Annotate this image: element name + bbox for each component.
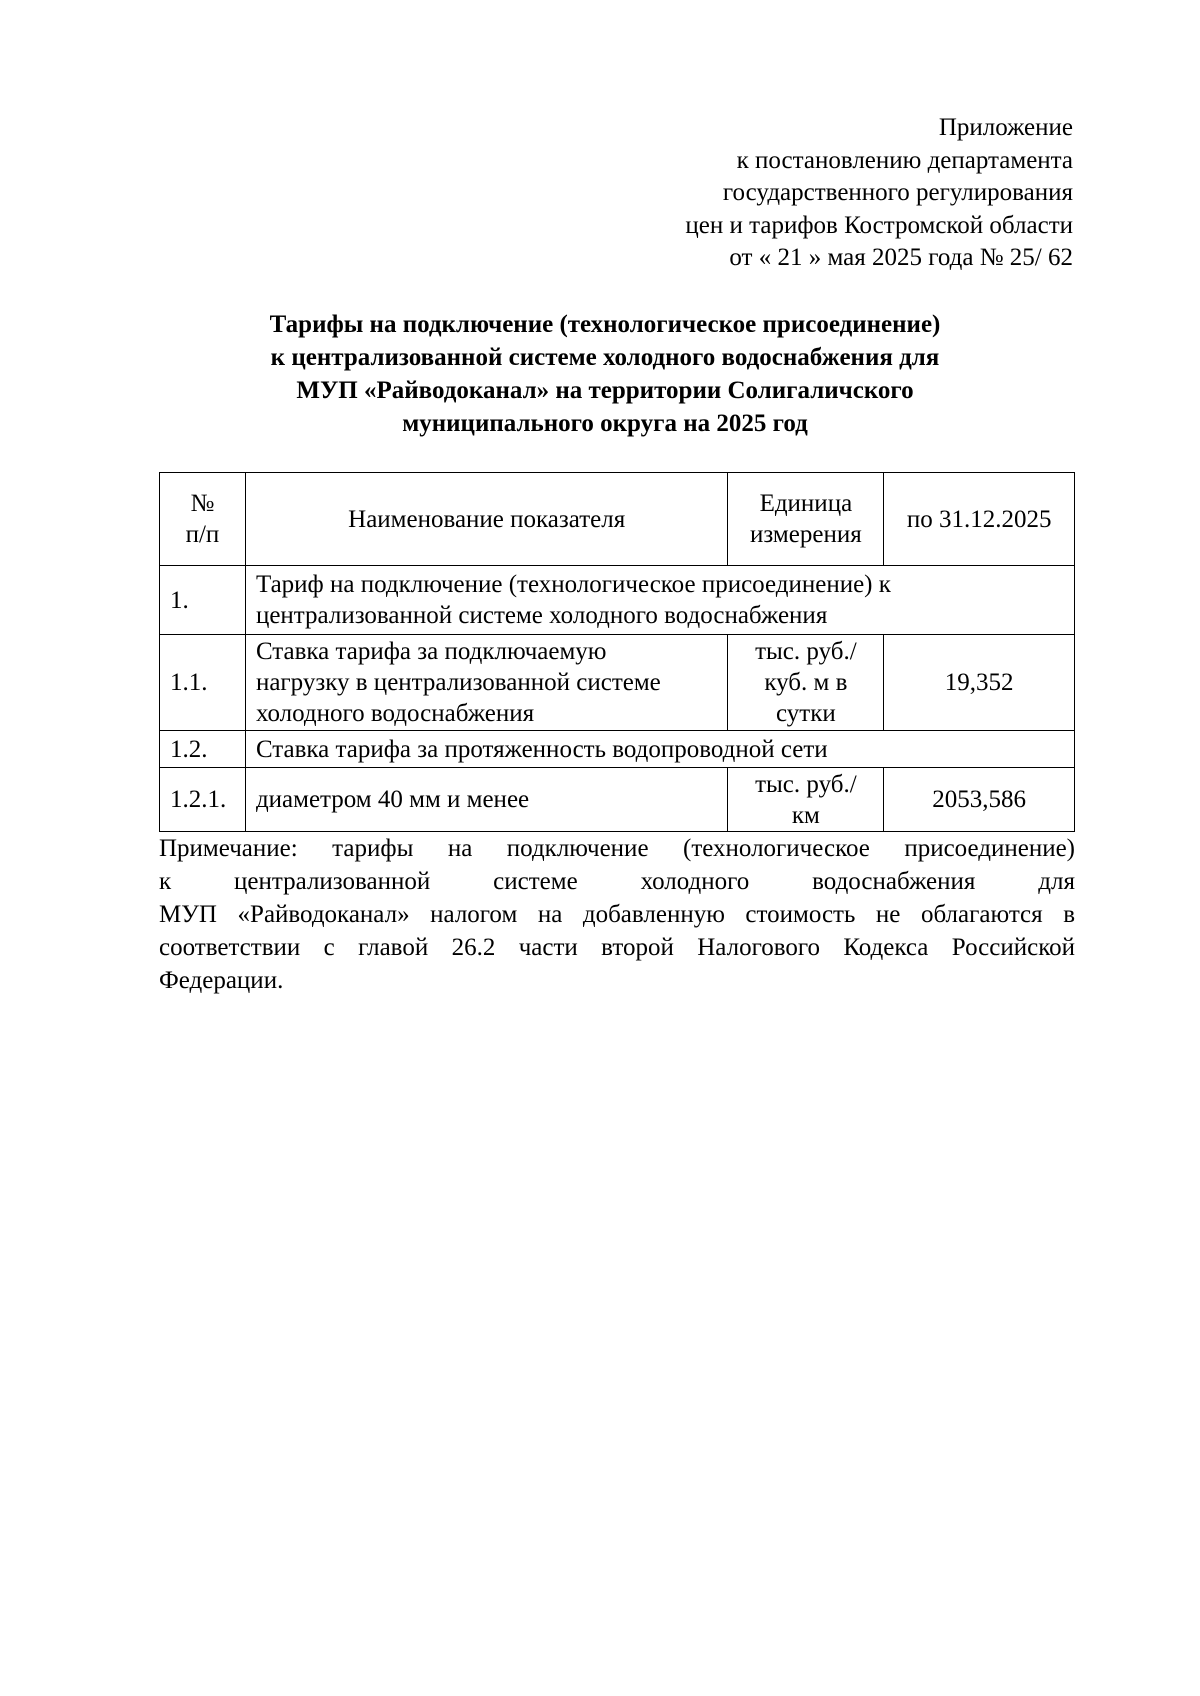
row-name: диаметром 40 мм и менее: [245, 768, 728, 832]
table-row: [160, 731, 1075, 768]
note-line: Федерации.: [159, 967, 284, 994]
header-unit-line: Единица: [759, 490, 853, 517]
footnote: [159, 832, 1075, 997]
row-unit-line: сутки: [776, 700, 836, 727]
header-cell-unit: [728, 473, 884, 566]
table-row: [160, 566, 1075, 635]
header-num-line: №: [190, 490, 215, 517]
note-line: к централизованной системе холодного водоснабжения для: [159, 868, 1075, 895]
document-title: [160, 308, 1050, 440]
appendix-line: цен и тарифов Костромской области: [685, 211, 1073, 239]
row-value: 19,352: [884, 635, 1075, 731]
header-cell-period: по 31.12.2025: [884, 473, 1075, 566]
header-num-line: п/п: [185, 521, 220, 548]
appendix-header: [685, 112, 1073, 275]
row-name-line: централизованной системе холодного водоснабжения: [255, 602, 828, 629]
title-line: Тарифы на подключение (технологическое присоединение): [269, 311, 941, 338]
title-line: к централизованной системе холодного водоснабжения для: [270, 344, 940, 371]
appendix-line: государственного регулирования: [722, 179, 1073, 206]
note-line: Примечание: тарифы на подключение (технологическое присоединение): [159, 835, 1075, 862]
row-name: [245, 566, 1074, 635]
header-cell-name: Наименование показателя: [245, 473, 728, 566]
row-unit-line: куб. м в: [764, 669, 848, 696]
row-unit-line: тыс. руб./: [755, 638, 857, 665]
row-name: [245, 635, 728, 731]
tariffs-table: [159, 472, 1075, 832]
row-value: 2053,586: [884, 768, 1075, 832]
header-cell-number: [160, 473, 246, 566]
row-name-line: нагрузку в централизованной системе: [255, 669, 661, 696]
row-name-line: холодного водоснабжения: [255, 700, 535, 727]
table-header-row: [160, 473, 1075, 566]
row-number: 1.2.1.: [160, 768, 246, 832]
row-unit-line: тыс. руб./: [755, 770, 857, 798]
note-line: МУП «Райводоканал» налогом на добавленную стоимость не облагаются в: [159, 901, 1075, 928]
appendix-line: к постановлению департамента: [736, 146, 1073, 174]
row-name-line: Ставка тарифа за подключаемую: [255, 638, 607, 665]
appendix-date-line: от « 21 » мая 2025 года № 25/ 62: [729, 244, 1073, 271]
row-number: 1.2.: [160, 731, 246, 768]
title-line: муниципального округа на 2025 год: [402, 410, 808, 437]
row-name: Ставка тарифа за протяженность водопроводной сети: [245, 731, 1074, 768]
row-number: 1.: [160, 566, 246, 635]
row-unit: [728, 635, 884, 731]
table-row: [160, 768, 1075, 832]
title-line: МУП «Райводоканал» на территории Солигаличского: [296, 377, 914, 404]
row-unit-line: км: [791, 801, 820, 829]
row-name-line: Тариф на подключение (технологическое присоединение) к: [255, 571, 891, 598]
table-row: [160, 635, 1075, 731]
row-unit: [728, 768, 884, 832]
row-number: 1.1.: [160, 635, 246, 731]
appendix-line: Приложение: [938, 114, 1073, 141]
header-unit-line: измерения: [750, 521, 862, 548]
note-line: соответствии с главой 26.2 части второй Налогового Кодекса Российской: [159, 934, 1075, 961]
